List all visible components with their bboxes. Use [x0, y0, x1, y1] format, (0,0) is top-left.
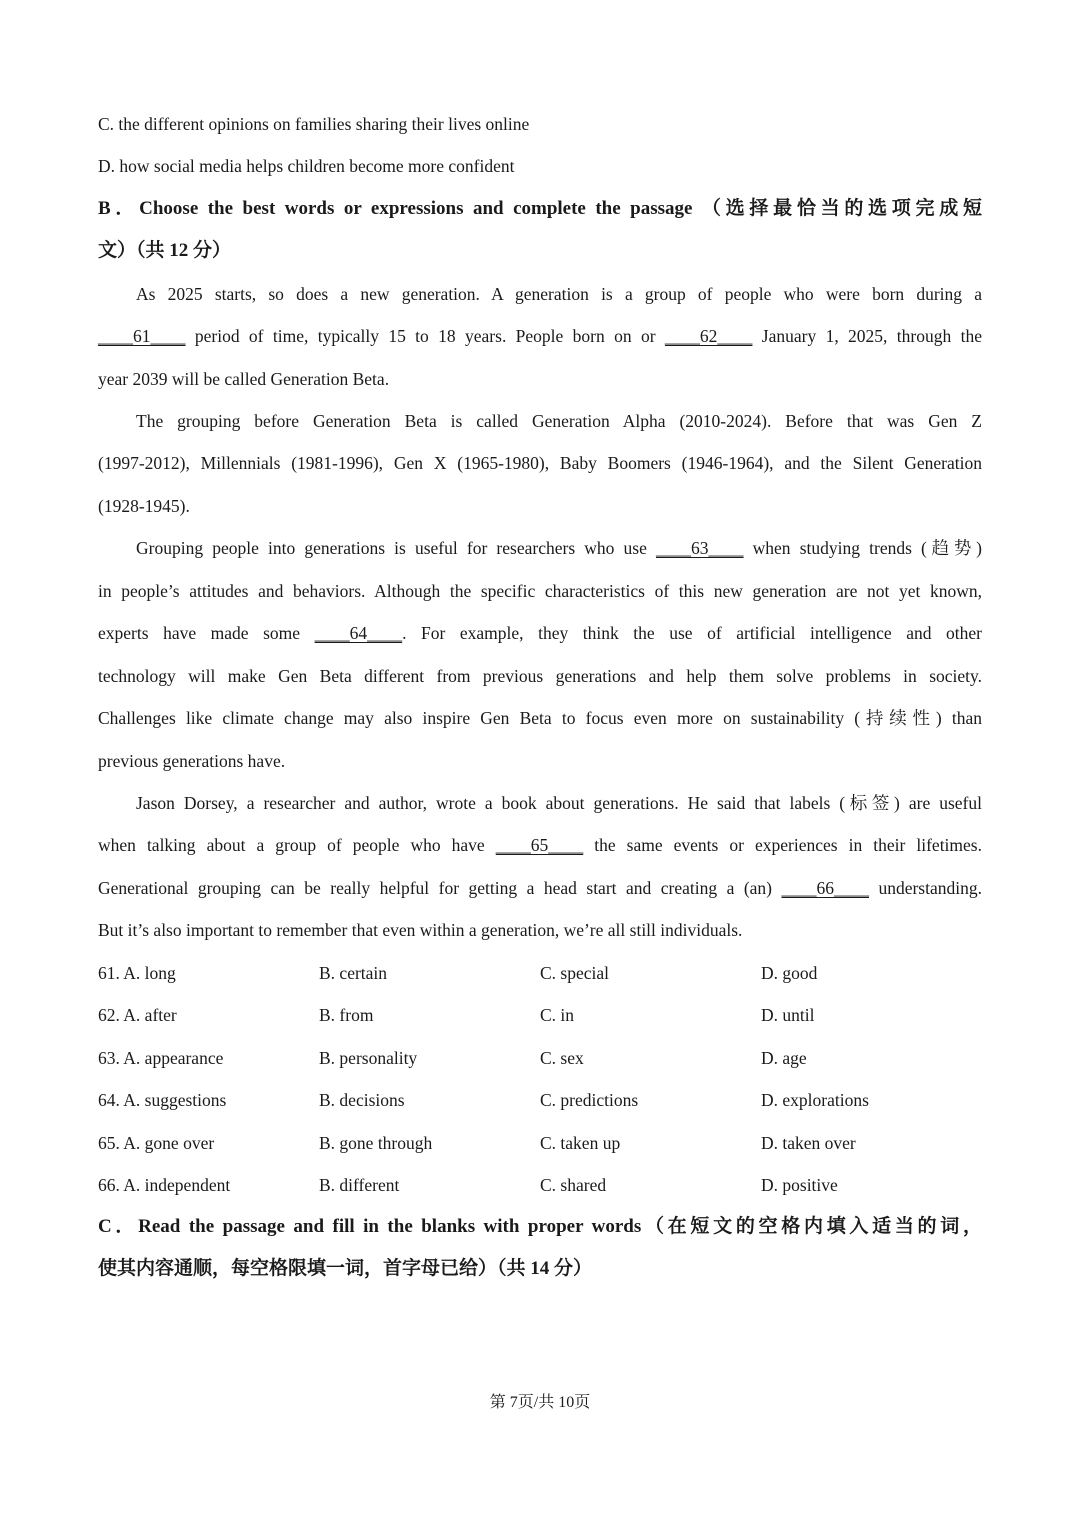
passage-text: experts have made some: [98, 623, 315, 643]
blank-62: ____62____: [664, 326, 753, 346]
blank-65: ____65____: [495, 835, 584, 855]
passage-text: understanding.: [868, 878, 982, 898]
blank-66: ____66____: [781, 878, 869, 898]
q64-option-a: 64. A. suggestions: [98, 1090, 227, 1110]
passage-p2-line2: (1997-2012), Millennials (1981-1996), Gen X (1965-1980), Baby Boomers (1946-1964), and the Silent Generation: [98, 453, 982, 473]
passage-text: . For example, they think the use of artificial intelligence and other: [402, 623, 982, 643]
page-number: 第 7页/共 10页: [489, 1394, 591, 1411]
q63-option-d: D. age: [761, 1048, 807, 1068]
q63-option-b: B. personality: [319, 1048, 418, 1068]
q62-option-b: B. from: [319, 1005, 374, 1025]
q64-option-d: D. explorations: [761, 1090, 869, 1110]
option-c-previous: C. the different opinions on families sharing their lives online: [98, 114, 530, 134]
passage-p2-line3: (1928-1945).: [98, 496, 190, 516]
q65-option-d: D. taken over: [761, 1133, 856, 1153]
passage-p2-line1: The grouping before Generation Beta is called Generation Alpha (2010-2024). Before that was Gen Z: [136, 411, 982, 431]
passage-text: Generational grouping can be really helpful for getting a head start and creating a (an): [98, 878, 782, 898]
passage-text: Grouping people into generations is useful for researchers who use: [136, 538, 657, 558]
q62-option-d: D. until: [761, 1005, 815, 1025]
q65-option-a: 65. A. gone over: [98, 1133, 215, 1153]
section-b-heading: B．Choose the best words or expressions and complete the passage （选择最恰当的选项完成短: [98, 198, 982, 219]
q64-option-b: B. decisions: [319, 1090, 405, 1110]
passage-p4-line1: Jason Dorsey, a researcher and author, wrote a book about generations. He said that labels (标签) are useful: [136, 793, 982, 813]
passage-p1-line1: As 2025 starts, so does a new generation. A generation is a group of people who were born during a: [136, 284, 982, 304]
passage-text: period of time, typically 15 to 18 years. People born on or: [185, 326, 665, 346]
q65-option-b: B. gone through: [319, 1133, 433, 1153]
option-d-previous: D. how social media helps children become more confident: [98, 156, 515, 176]
blank-63: ____63____: [656, 538, 744, 558]
passage-p4-line4: But it’s also important to remember that even within a generation, we’re all still individuals.: [98, 920, 743, 940]
section-c-heading-cont: 使其内容通顺，每空格限填一词，首字母已给）（共 14 分）: [98, 1258, 593, 1279]
passage-p3-line3: [98, 621, 982, 645]
q62-option-a: 62. A. after: [98, 1005, 177, 1025]
q66-option-d: D. positive: [761, 1175, 838, 1195]
passage-text: when studying trends (趋势): [743, 538, 982, 558]
blank-64: ____64____: [314, 623, 403, 643]
q63-option-a: 63. A. appearance: [98, 1048, 224, 1068]
passage-text: the same events or experiences in their lifetimes.: [583, 835, 982, 855]
passage-p1-line3: year 2039 will be called Generation Beta.: [98, 369, 390, 389]
q61-option-d: D. good: [761, 963, 818, 983]
q66-option-c: C. shared: [540, 1175, 607, 1195]
passage-p3-line4: technology will make Gen Beta different from previous generations and help them solve problems in society.: [98, 666, 982, 686]
passage-p1-line2: [98, 324, 982, 348]
q66-option-a: 66. A. independent: [98, 1175, 231, 1195]
passage-p3-line2: in people’s attitudes and behaviors. Although the specific characteristics of this new generation are not yet known,: [98, 581, 982, 601]
q63-option-c: C. sex: [540, 1048, 584, 1068]
q62-option-c: C. in: [540, 1005, 575, 1025]
q61-option-b: B. certain: [319, 963, 388, 983]
passage-text: when talking about a group of people who have: [98, 835, 496, 855]
passage-p3-line6: previous generations have.: [98, 751, 286, 771]
passage-text: January 1, 2025, through the: [752, 326, 982, 346]
passage-p4-line3: [98, 876, 982, 900]
section-b-heading-cont: 文）（共 12 分）: [98, 240, 232, 261]
passage-p3-line5: Challenges like climate change may also inspire Gen Beta to focus even more on sustainability (持续性) than: [98, 708, 982, 728]
q65-option-c: C. taken up: [540, 1133, 621, 1153]
section-c-heading: C．Read the passage and fill in the blanks with proper words（在短文的空格内填入适当的词，: [98, 1216, 982, 1237]
passage-p4-line2: [98, 833, 982, 857]
q66-option-b: B. different: [319, 1175, 400, 1195]
passage-p3-line1: [98, 536, 982, 560]
q61-option-a: 61. A. long: [98, 963, 176, 983]
blank-61: ____61____: [98, 326, 186, 346]
q61-option-c: C. special: [540, 963, 610, 983]
q64-option-c: C. predictions: [540, 1090, 639, 1110]
